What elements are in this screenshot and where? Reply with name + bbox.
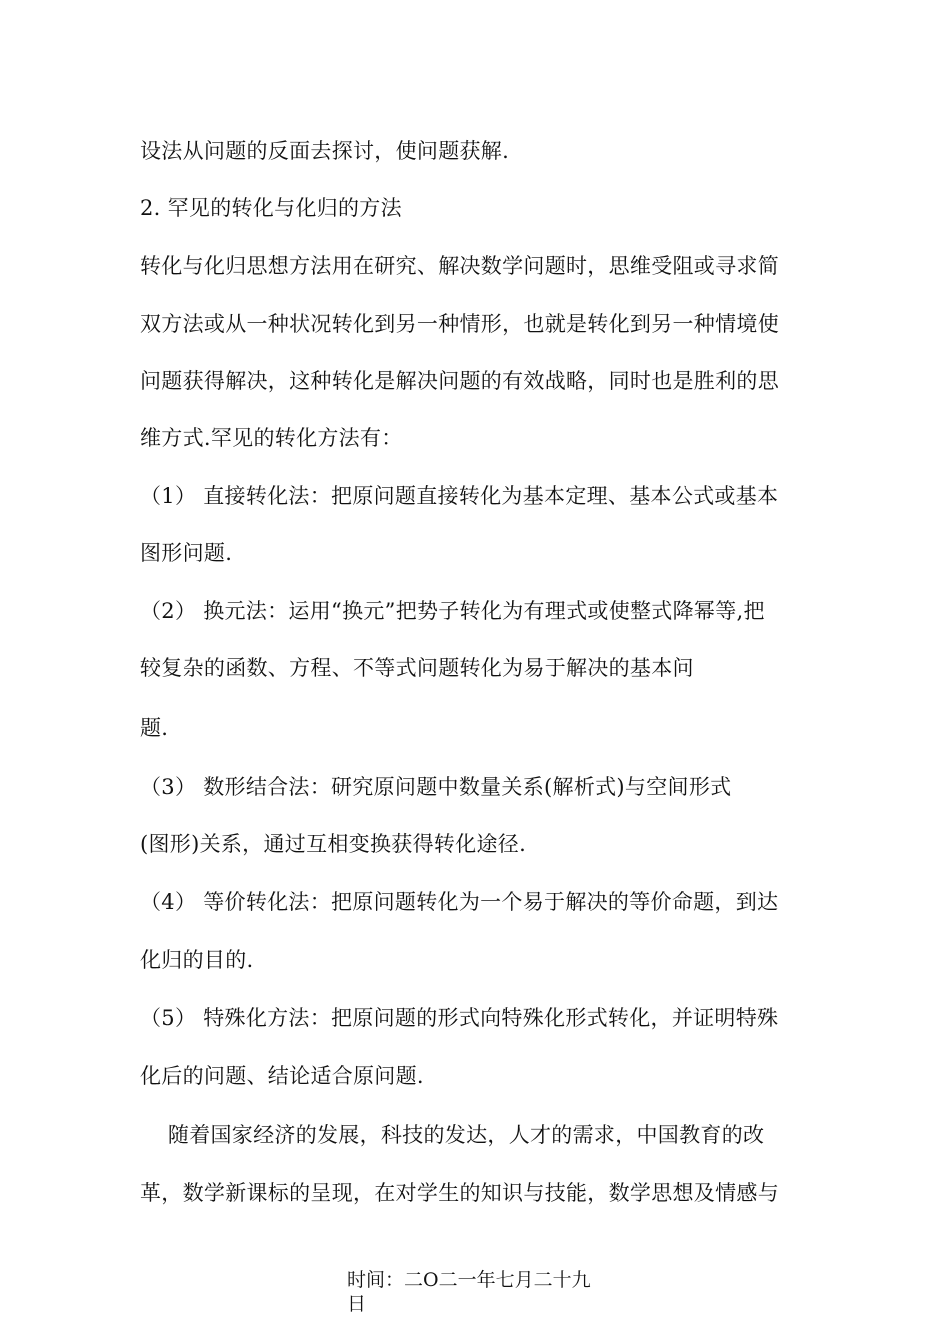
- text-line-3: 转化与化归思想方法用在研究、解决数学问题时，思维受阻或寻求简: [140, 254, 779, 278]
- paragraph-line-1: 随着国家经济的发展，科技的发达，人才的需求，中国教育的改: [140, 1123, 765, 1147]
- list-item-1-cont: 图形问题.: [140, 541, 233, 565]
- section-heading: 2. 罕见的转化与化归的方法: [140, 196, 402, 220]
- list-item-2-cont: 较复杂的函数、方程、不等式问题转化为易于解决的基本问: [140, 656, 694, 680]
- list-item-2: （2） 换元法：运用“换元”把势子转化为有理式或使整式降幂等,把: [140, 599, 765, 623]
- paragraph-line-2: 革，数学新课标的呈现，在对学生的知识与技能，数学思想及情感与: [140, 1181, 779, 1205]
- text-line-4: 双方法或从一种状况转化到另一种情形，也就是转化到另一种情境使: [140, 312, 779, 336]
- list-item-3: （3） 数形结合法：研究原问题中数量关系(解析式)与空间形式: [140, 775, 732, 799]
- list-item-5-cont: 化后的问题、结论适合原问题.: [140, 1064, 424, 1088]
- list-item-4: （4） 等价转化法：把原问题转化为一个易于解决的等价命题，到达: [140, 890, 779, 914]
- text-line-1: 设法从问题的反面去探讨，使问题获解.: [140, 139, 510, 163]
- text-line-6: 维方式.罕见的转化方法有：: [140, 426, 403, 450]
- list-item-5: （5） 特殊化方法：把原问题的形式向特殊化形式转化，并证明特殊: [140, 1006, 779, 1030]
- footer-date-line-2: 日: [347, 1293, 367, 1315]
- footer-date-line-1: 时间：二O二一年七月二十九: [347, 1269, 591, 1291]
- text-line-5: 问题获得解决，这种转化是解决问题的有效战略，同时也是胜利的思: [140, 369, 779, 393]
- list-item-3-cont: (图形)关系，通过互相变换获得转化途径.: [140, 832, 527, 856]
- list-item-2-cont2: 题.: [140, 716, 169, 740]
- list-item-1: （1） 直接转化法：把原问题直接转化为基本定理、基本公式或基本: [140, 484, 779, 508]
- list-item-4-cont: 化归的目的.: [140, 948, 254, 972]
